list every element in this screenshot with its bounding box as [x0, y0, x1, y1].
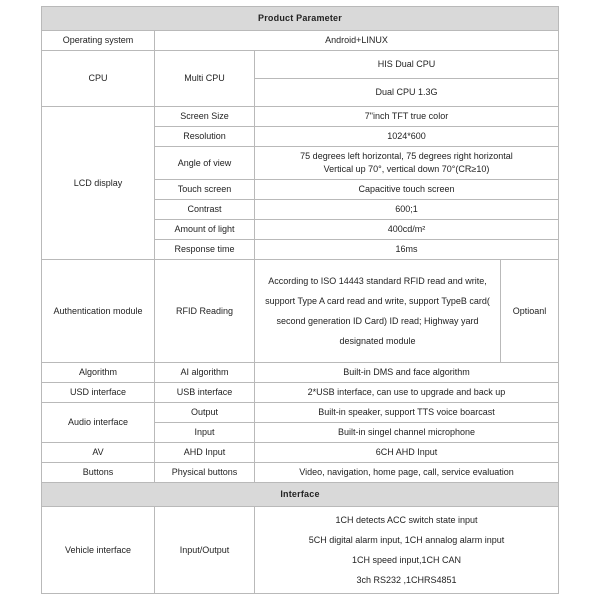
table-row [42, 363, 559, 383]
row-sublabel-resolution: Resolution [155, 127, 255, 147]
section-header-interface: Interface [42, 483, 559, 507]
row-value-operating-system: Android+LINUX [155, 31, 559, 51]
row-sublabel-multi-cpu: Multi CPU [155, 51, 255, 107]
row-value-rfid-reading: According to ISO 14443 standard RFID read and write, support Type A card read and write, support TypeB card( second generation ID Card) ID read; Highway yard designated module [255, 260, 501, 363]
io-line-1: 1CH detects ACC switch state input [335, 515, 478, 525]
row-value-input-output [255, 507, 559, 594]
row-sublabel-ahd-input: AHD Input [155, 443, 255, 463]
row-sublabel-rfid-reading: RFID Reading [155, 260, 255, 363]
row-value-angle-of-view [255, 147, 559, 180]
row-sublabel-angle-of-view: Angle of view [155, 147, 255, 180]
row-label-audio-interface: Audio interface [42, 403, 155, 443]
row-sublabel-touch-screen: Touch screen [155, 180, 255, 200]
row-value-physical-buttons: Video, navigation, home page, call, service evaluation [255, 463, 559, 483]
row-sublabel-ai-algorithm: AI algorithm [155, 363, 255, 383]
io-line-4: 3ch RS232 ,1CHRS4851 [356, 575, 457, 585]
table-row [42, 403, 559, 423]
angle-line-2: Vertical up 70°, vertical down 70°(CR≥10) [323, 164, 490, 174]
table-row [42, 260, 559, 363]
row-label-lcd-display: LCD display [42, 107, 155, 260]
row-value-contrast: 600;1 [255, 200, 559, 220]
row-label-algorithm: Algorithm [42, 363, 155, 383]
table-row [42, 51, 559, 79]
row-value-cpu-2: Dual CPU 1.3G [255, 79, 559, 107]
row-label-operating-system: Operating system [42, 31, 155, 51]
section-header-product-parameter: Product Parameter [42, 7, 559, 31]
row-label-av: AV [42, 443, 155, 463]
row-label-cpu: CPU [42, 51, 155, 107]
row-label-vehicle-interface: Vehicle interface [42, 507, 155, 594]
row-sublabel-output: Output [155, 403, 255, 423]
io-line-3: 1CH speed input,1CH CAN [351, 555, 462, 565]
table-row [42, 483, 559, 507]
angle-line-1: 75 degrees left horizontal, 75 degrees right horizontal [300, 151, 513, 161]
row-sublabel-physical-buttons: Physical buttons [155, 463, 255, 483]
table-row [42, 7, 559, 31]
row-value-resolution: 1024*600 [255, 127, 559, 147]
row-label-usd-interface: USD interface [42, 383, 155, 403]
row-value-cpu-1: HIS Dual CPU [255, 51, 559, 79]
product-parameter-table [41, 6, 559, 594]
row-value-output: Built-in speaker, support TTS voice boarcast [255, 403, 559, 423]
row-value-touch-screen: Capacitive touch screen [255, 180, 559, 200]
row-sublabel-screen-size: Screen Size [155, 107, 255, 127]
table-row [42, 507, 559, 594]
table-row [42, 107, 559, 127]
row-sublabel-amount-of-light: Amount of light [155, 220, 255, 240]
row-value-rfid-optional: Optioanl [501, 260, 559, 363]
row-value-amount-of-light: 400cd/m² [255, 220, 559, 240]
row-value-screen-size: 7"inch TFT true color [255, 107, 559, 127]
row-sublabel-contrast: Contrast [155, 200, 255, 220]
row-value-input: Built-in singel channel microphone [255, 423, 559, 443]
table-row [42, 463, 559, 483]
table-row [42, 31, 559, 51]
row-value-ahd-input: 6CH AHD Input [255, 443, 559, 463]
row-sublabel-input: Input [155, 423, 255, 443]
row-label-buttons: Buttons [42, 463, 155, 483]
table-row [42, 383, 559, 403]
row-sublabel-input-output: Input/Output [155, 507, 255, 594]
row-value-usb-interface: 2*USB interface, can use to upgrade and back up [255, 383, 559, 403]
row-label-authentication-module: Authentication module [42, 260, 155, 363]
io-line-2: 5CH digital alarm input, 1CH annalog alarm input [308, 535, 505, 545]
row-value-ai-algorithm: Built-in DMS and face algorithm [255, 363, 559, 383]
row-sublabel-response-time: Response time [155, 240, 255, 260]
table-row [42, 443, 559, 463]
row-value-response-time: 16ms [255, 240, 559, 260]
row-sublabel-usb-interface: USB interface [155, 383, 255, 403]
